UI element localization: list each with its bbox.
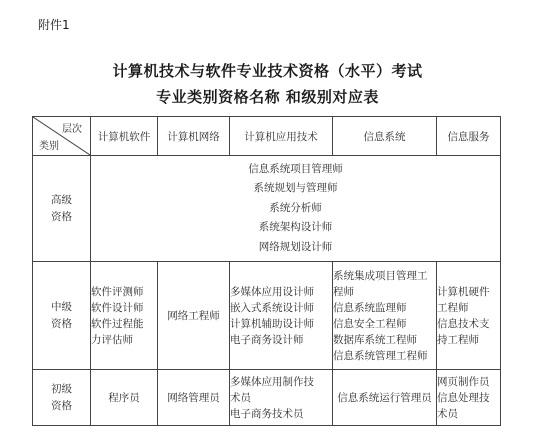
column-header-software: 计算机软件 — [91, 117, 158, 156]
intermediate-network-cell — [158, 262, 230, 370]
qualification-item: 多媒体应用设计师 — [230, 285, 314, 298]
qualification-item: 力评估师 — [91, 333, 133, 346]
column-header-network: 计算机网络 — [158, 117, 230, 156]
junior-application-cell — [230, 370, 333, 426]
qualification-item: 信息技术支 — [437, 317, 490, 330]
intermediate-application-cell — [230, 262, 333, 370]
document-title-line2: 专业类别资格名称 和级别对应表 — [156, 88, 379, 106]
qualification-item: 网络工程师 — [167, 309, 220, 322]
qualification-item: 信息系统运行管理员 — [337, 391, 432, 404]
intermediate-row — [33, 262, 501, 370]
qualification-item: 术员 — [437, 407, 458, 420]
qualification-item: 软件设计师 — [91, 301, 144, 314]
senior-item: 系统规划与管理师 — [253, 182, 338, 195]
junior-information-service-cell — [437, 370, 501, 426]
qualification-item: 程师 — [333, 285, 354, 298]
qualification-item: 数据库系统工程师 — [333, 333, 417, 346]
senior-qualifications-cell — [91, 156, 501, 262]
intermediate-information-service-cell — [437, 262, 501, 370]
qualification-item: 多媒体应用制作技 — [230, 375, 314, 388]
qualification-item: 程序员 — [108, 391, 140, 404]
qualification-item: 网络管理员 — [167, 391, 220, 404]
corner-level-label: 层次 — [62, 124, 82, 135]
corner-cell — [33, 117, 91, 156]
senior-item: 信息系统项目管理师 — [248, 162, 343, 175]
qualification-item: 电子商务设计师 — [230, 333, 304, 346]
qualification-item: 信息处理技 — [437, 391, 490, 404]
document-title-line1: 计算机技术与软件专业技术资格（水平）考试 — [112, 62, 423, 80]
intermediate-level-label: 中级 资格 — [33, 262, 91, 370]
senior-level-label: 高级 资格 — [33, 156, 91, 262]
qualification-item: 电子商务技术员 — [230, 407, 304, 420]
qualification-item: 嵌入式系统设计师 — [230, 301, 314, 314]
senior-row — [33, 156, 501, 262]
attachment-label: 附件1 — [38, 18, 70, 32]
column-header-information-service: 信息服务 — [437, 117, 501, 156]
junior-row — [33, 370, 501, 426]
qualification-item: 信息安全工程师 — [333, 317, 407, 330]
qualification-item: 计算机硬件 — [437, 285, 490, 298]
qualification-item: 信息系统监理师 — [333, 301, 407, 314]
qualification-item: 软件过程能 — [91, 317, 144, 330]
junior-information-system-cell — [333, 370, 437, 426]
junior-network-cell — [158, 370, 230, 426]
junior-software-cell — [91, 370, 158, 426]
qualification-item: 持工程师 — [437, 333, 479, 346]
intermediate-information-system-cell — [333, 262, 437, 370]
qualification-item: 信息系统管理工程师 — [333, 349, 428, 362]
intermediate-software-cell — [91, 262, 158, 370]
qualification-table — [32, 116, 501, 426]
qualification-item: 计算机辅助设计师 — [230, 317, 314, 330]
qualification-item: 术员 — [230, 391, 251, 404]
column-header-information-system: 信息系统 — [333, 117, 437, 156]
qualification-item: 工程师 — [437, 301, 469, 314]
senior-item: 系统架构设计师 — [258, 221, 333, 234]
header-row — [33, 117, 501, 156]
senior-item: 系统分析师 — [269, 201, 322, 214]
qualification-item: 系统集成项目管理工 — [333, 269, 428, 282]
corner-category-label: 类别 — [39, 141, 59, 152]
senior-item: 网络规划设计师 — [258, 240, 333, 253]
qualification-item: 网页制作员 — [437, 375, 490, 388]
qualification-item: 软件评测师 — [91, 285, 144, 298]
junior-level-label: 初级 资格 — [33, 370, 91, 426]
column-header-application: 计算机应用技术 — [230, 117, 333, 156]
